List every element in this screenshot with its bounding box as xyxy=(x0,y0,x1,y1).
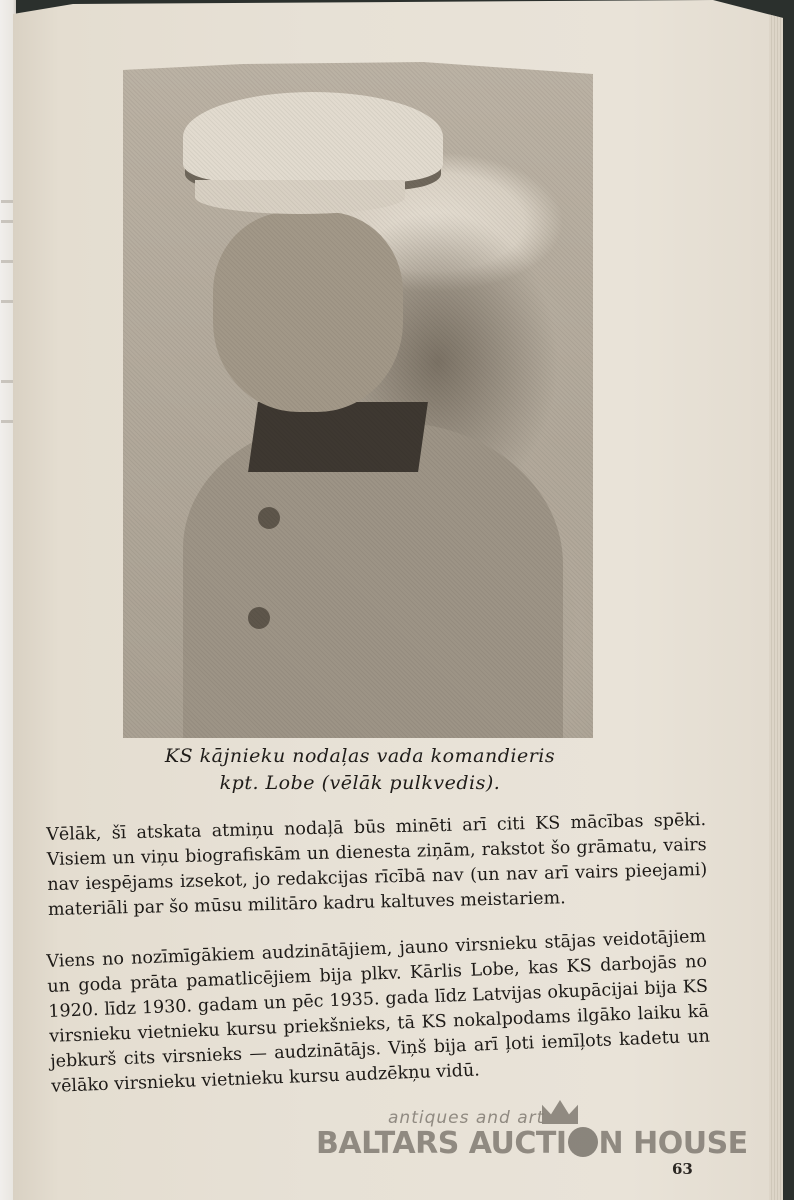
facing-page-text-fragment xyxy=(1,260,13,263)
facing-page-text-fragment xyxy=(1,420,13,423)
watermark-name-right: N HOUSE xyxy=(598,1126,748,1161)
facing-page-text-fragment xyxy=(1,380,13,383)
body-paragraph-2 xyxy=(46,925,711,1100)
halftone-texture xyxy=(123,62,593,738)
auction-house-watermark xyxy=(316,1108,748,1168)
body-paragraph-1 xyxy=(46,808,708,923)
watermark-tagline: antiques and art xyxy=(388,1108,545,1128)
page-edges xyxy=(769,10,783,1200)
facing-page-text-fragment xyxy=(1,200,13,203)
facing-page-text-fragment xyxy=(1,220,13,223)
caption-line-1: KS kājnieku nodaļas vada komandieris xyxy=(164,745,556,767)
paragraph-text: Viens no nozīmīgākiem audzinātājiem, jauno virsnieku stājas veidotājiem un goda prāta pamatlicējiem bija plkv. Kārlis Lobe, kas KS darbojās no 1920. līdz 1930. gadam un pēc 1935. gada līdz Latvijas okupācijai bija KS virsnieku vietnieku kursu priekšnieks, tā KS nokalpodams ilgāko laiku kā jebkurš cits virsnieks — audzinātājs. Viņš bija arī ļoti iemīļots kadetu un vēlāko virsnieku vietnieku kursu audzēkņu vidū. xyxy=(46,926,711,1097)
watermark-name-left: BALTARS AUCTI xyxy=(316,1126,567,1161)
facing-page-text-fragment xyxy=(1,300,13,303)
paragraph-text: Vēlāk, šī atskata atmiņu nodaļā būs minēti arī citi KS mācības spēki. Visiem un viņu biografiskām un dienesta ziņām, rakstot šo grāmatu, vairs nav iespējams izsekot, jo redakcijas rīcībā nav (un nav arī vairs pieejami) materiāli par šo mūsu militāro kadru kaltuves meistariem. xyxy=(46,810,708,920)
watermark-name xyxy=(316,1126,748,1161)
officer-portrait-photo xyxy=(123,62,593,738)
globe-o-icon xyxy=(568,1127,598,1157)
page-number: 63 xyxy=(672,1160,693,1178)
caption-line-2: kpt. Lobe (vēlāk pulkvedis). xyxy=(219,772,501,794)
photo-caption xyxy=(120,743,600,797)
